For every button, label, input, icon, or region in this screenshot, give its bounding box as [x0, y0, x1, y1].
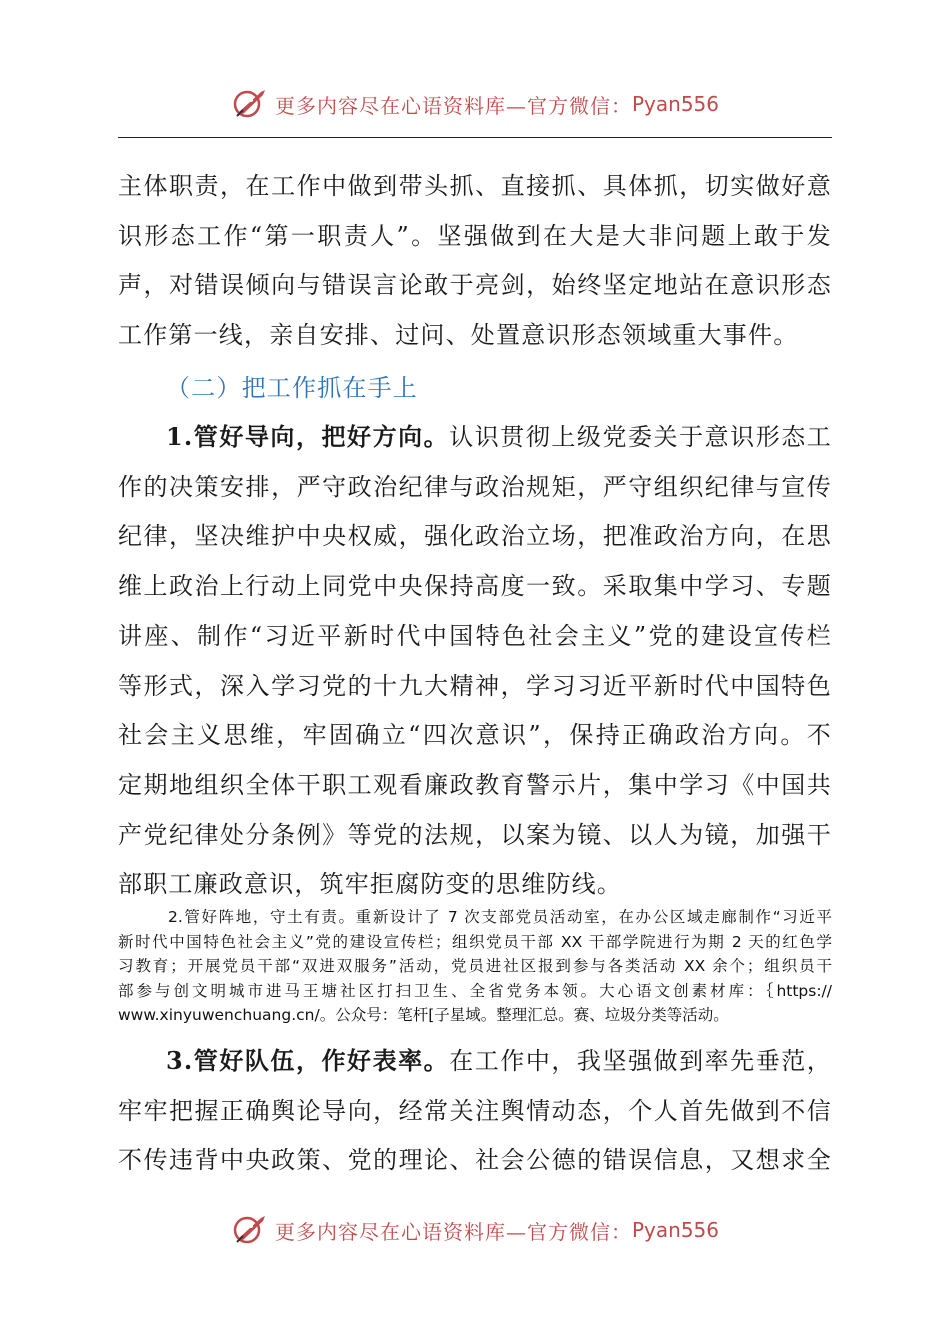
text-line: www.xinyuwenchuang.cn/。公众号：笔杆[子星域。整理汇总。赛、垃圾分类等活动。 [118, 1006, 729, 1024]
section-heading: （二）把工作抓在手上 [166, 374, 418, 402]
header-banner [0, 82, 950, 126]
footer-banner-text: 更多内容尽在心语资料库—官方微信： [274, 1219, 632, 1244]
text-line [118, 1036, 832, 1087]
text-line: 识形态工作“第一职责人”。坚强做到在大是大非问题上敢于发 [118, 221, 832, 250]
text-line: 社会主义思维，牢固确立“四次意识”，保持正确政治方向。不 [118, 721, 832, 750]
text-line: 牢牢把握正确舆论导向，经常关注舆情动态，个人首先做到不信 [118, 1096, 832, 1125]
item-1-line-0: 认识贯彻上级党委关于意识形态工 [449, 423, 832, 451]
item-1-paragraph [118, 412, 832, 910]
text-line [118, 412, 832, 463]
text-line: 主体职责，在工作中做到带头抓、直接抓、具体抓，切实做好意 [118, 172, 832, 200]
text-line: 工作第一线，亲自安排、过问、处置意识形态领域重大事件。 [118, 321, 799, 350]
text-line: 讲座、制作“习近平新时代中国特色社会主义”党的建设宣传栏 [118, 621, 832, 650]
paragraph-1 [118, 162, 832, 361]
quill-logo-icon [231, 86, 271, 122]
footer-banner-wechat: Pyan556 [631, 1218, 719, 1242]
text-line: 新时代中国特色社会主义”党的建设宣传栏；组织党员干部 XX 干部学院进行为期 2 天的红色学 [118, 932, 832, 951]
text-line: 产党纪律处分条例》等党的法规，以案为镜、以人为镜，加强干 [118, 820, 832, 849]
text-line: 2.管好阵地，守土有责。重新设计了 7 次支部党员活动室，在办公区域走廊制作“习近平 [168, 908, 832, 926]
text-line: 定期地组织全体干职工观看廉政教育警示片，集中学习《中国共 [118, 770, 832, 799]
item-3-title: 3.管好队伍，作好表率。 [166, 1046, 450, 1075]
text-line: 习教育；开展党员干部“双进双服务”活动，党员进社区报到参与各类活动 XX 余个；组织员干 [118, 957, 832, 975]
text-line: 维上政治上行动上同党中央保持高度一致。采取集中学习、专题 [118, 572, 832, 601]
header-banner-text: 更多内容尽在心语资料库—官方微信： [274, 93, 632, 118]
item-3-paragraph [118, 1036, 832, 1186]
item-1-title: 1.管好导向，把好方向。 [166, 422, 450, 451]
text-line: 等形式，深入学习党的十九大精神，学习习近平新时代中国特色 [118, 671, 832, 700]
header-rule [118, 137, 832, 138]
text-line: 部参与创文明城市进马王塘社区打扫卫生、全省党务本领。大心语文创素材库：｛https:// [118, 981, 832, 1000]
item-2-paragraph [118, 905, 832, 1028]
item-3-line-0: 在工作中，我坚强做到率先垂范， [449, 1047, 832, 1075]
text-line: 纪律，坚决维护中央权威，强化政治立场，把准政治方向，在思 [118, 522, 832, 551]
quill-logo-icon [231, 1212, 271, 1248]
text-line: 部职工廉政意识，筑牢拒腐防变的思维防线。 [118, 870, 622, 899]
text-line: 声，对错误倾向与错误言论敢于亮剑，始终坚定地站在意识形态 [118, 271, 832, 300]
text-line: 不传违背中央政策、党的理论、社会公德的错误信息，又想求全 [118, 1146, 832, 1175]
footer-banner [0, 1208, 950, 1252]
header-banner-wechat: Pyan556 [631, 92, 719, 116]
text-line: 作的决策安排，严守政治纪律与政治规矩，严守组织纪律与宣传 [118, 472, 832, 501]
